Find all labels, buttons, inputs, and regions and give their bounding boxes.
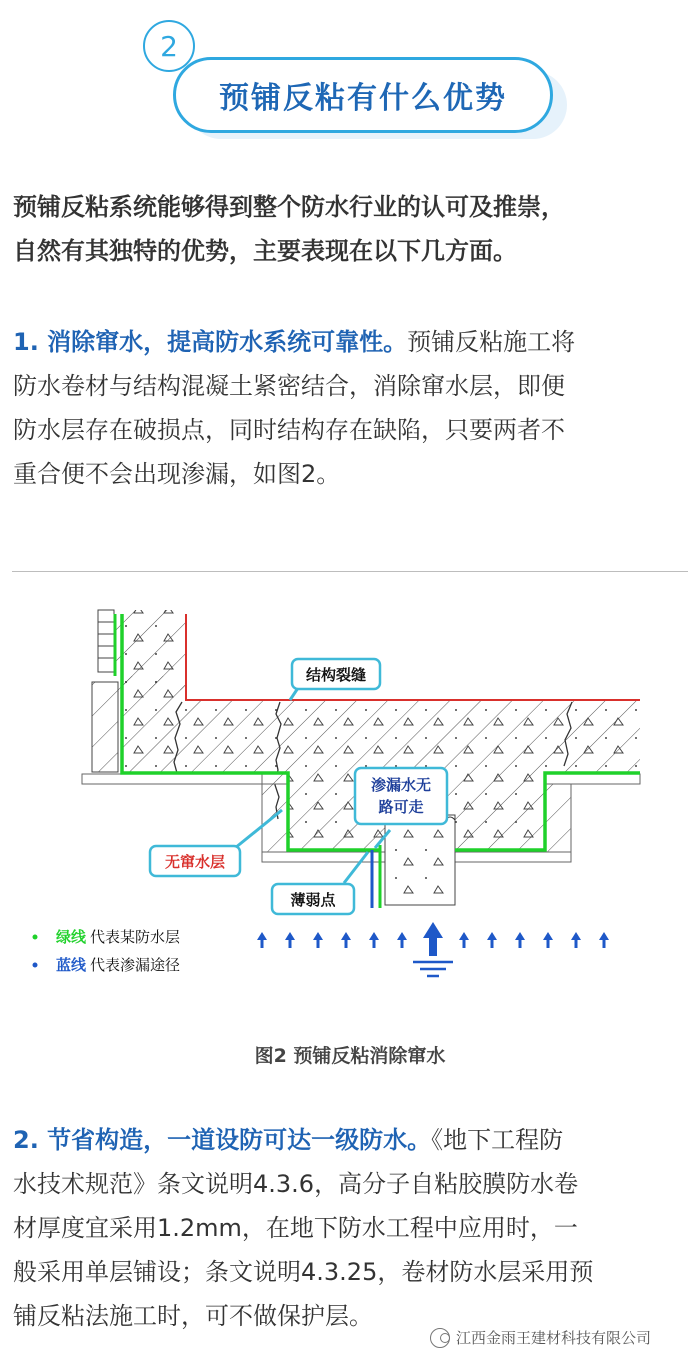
figure-caption: 图2 预铺反粘消除窜水 [254,1045,446,1067]
legend-blue-key: 蓝线 [56,956,87,974]
groundwater-symbol [413,962,453,976]
point1-text: 防水层存在破损点，同时结构存在缺陷，只要两者不 [13,416,565,444]
pile-dots [385,815,455,905]
watermark [430,1327,651,1348]
label-leak-line2: 路可走 [378,798,424,816]
point2-text: 《地下工程防 [431,1126,564,1154]
point2-text: 般采用单层铺设；条文说明4.3.25，卷材防水层采用预 [13,1258,594,1286]
point1-text: 预铺反粘施工将 [407,328,576,356]
callout-crack [290,659,380,700]
divider [12,571,688,572]
point2-text: 铺反粘法施工时，可不做保护层。 [13,1302,373,1330]
intro-line: 预铺反粘系统能够得到整个防水行业的认可及推崇， [13,193,565,221]
red-line [186,614,640,700]
legend-green-text: 代表某防水层 [90,928,181,946]
point2-paragraph [13,1118,687,1338]
point2-heading: 2. 节省构造，一道设防可达一级防水。 [13,1126,432,1154]
intro-paragraph [13,185,687,273]
section-title: 预铺反粘有什么优势 [219,81,507,116]
label-weak-point: 薄弱点 [290,891,336,909]
label-no-channel: 无窜水层 [164,853,226,871]
legend [33,928,181,974]
section-number-badge [143,20,195,72]
intro-line: 自然有其独特的优势，主要表现在以下几方面。 [13,237,517,265]
point2-text: 材厚度宜采用1.2mm，在地下防水工程中应用时，一 [13,1214,578,1242]
section-number: 2 [160,29,178,63]
point1-text: 重合便不会出现渗漏，如图2。 [13,460,341,488]
point1-heading: 1. 消除窜水，提高防水系统可靠性。 [13,328,408,356]
point2-text: 水技术规范》条文说明4.3.6，高分子自粘胶膜防水卷 [13,1170,579,1198]
legend-green-key: 绿线 [56,928,87,946]
label-crack: 结构裂缝 [305,666,367,684]
legend-blue-text: 代表渗漏途径 [90,956,181,974]
watermark-text: 江西金雨王建材科技有限公司 [456,1329,652,1347]
point1-text: 防水卷材与结构混凝土紧密结合，消除窜水层，即便 [13,372,565,400]
wechat-icon [430,1328,450,1348]
waterproofing-diagram [0,590,700,1010]
label-leak-line1: 渗漏水无 [370,776,432,794]
point1-paragraph [13,320,687,496]
water-pressure-arrows [257,922,609,956]
